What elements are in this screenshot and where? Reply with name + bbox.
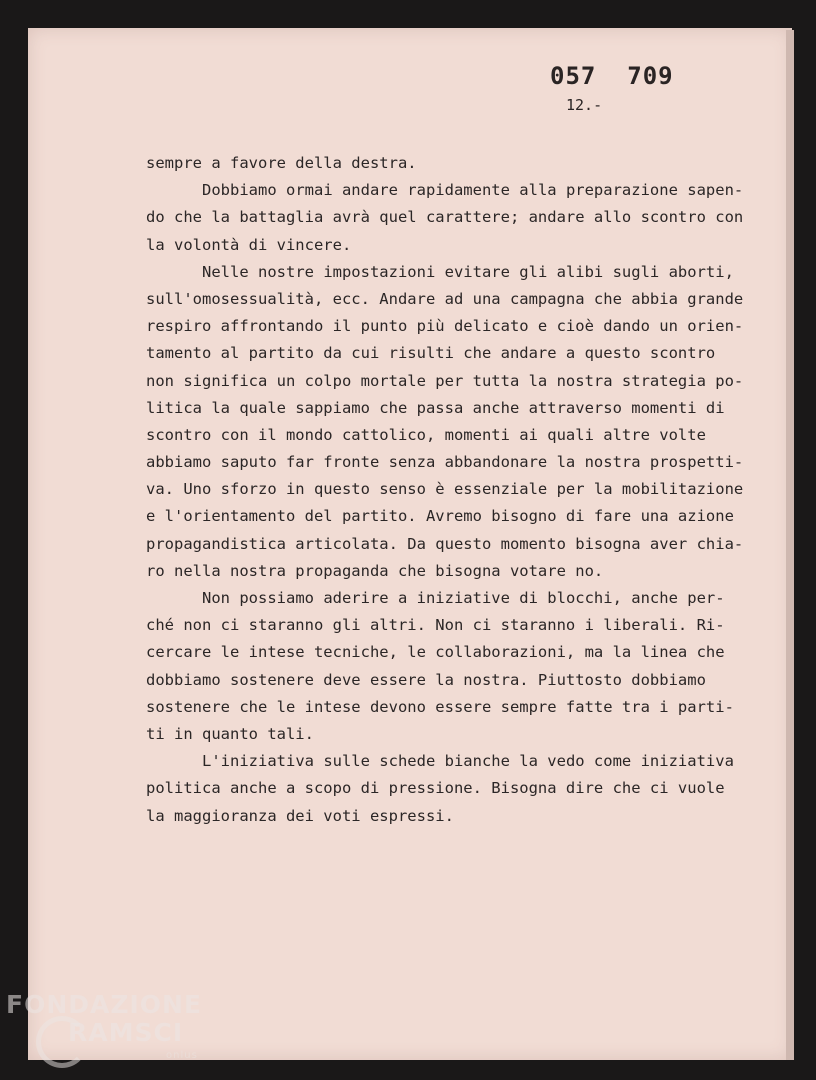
text-line: sostenere che le intese devono essere sempre fatte tra i parti- [146,697,734,716]
text-line: la maggioranza dei voti espressi. [146,806,454,825]
page-edge [786,30,794,1060]
watermark-line2: RAMSCI [68,1018,184,1047]
text-line: Nelle nostre impostazioni evitare gli alibi sugli aborti, [202,262,734,281]
text-line: scontro con il mondo cattolico, momenti ai quali altre volte [146,425,706,444]
text-line: la volontà di vincere. [146,235,352,254]
archive-number: 057 709 [550,62,674,90]
text-line: ché non ci staranno gli altri. Non ci staranno i liberali. Ri- [146,616,725,635]
text-line: respiro affrontando il punto più delicato e cioè dando un orien- [146,317,744,336]
text-line: ro nella nostra propaganda che bisogna votare no. [146,561,604,580]
text-line: L'iniziativa sulle schede bianche la vedo come iniziativa [202,752,734,771]
text-line: sempre a favore della destra. [146,154,417,172]
watermark-suffix: onlus [166,1050,198,1061]
text-line: sull'omosessualità, ecc. Andare ad una campagna che abbia grande [146,289,744,308]
text-line: politica anche a scopo di pressione. Bisogna dire che ci vuole [146,779,725,798]
text-line: cercare le intese tecniche, le collaborazioni, ma la linea che [146,643,725,662]
watermark-logo [6,990,203,1061]
text-line: abbiamo saputo far fronte senza abbandonare la nostra prospetti- [146,453,744,472]
text-line: dobbiamo sostenere deve essere la nostra. Piuttosto dobbiamo [146,670,706,689]
text-line: do che la battaglia avrà quel carattere; andare allo scontro con [146,208,744,227]
text-line: propagandistica articolata. Da questo momento bisogna aver chia- [146,534,744,553]
text-line: va. Uno sforzo in questo senso è essenziale per la mobilitazione [146,480,744,499]
text-line: litica la quale sappiamo che passa anche attraverso momenti di [146,398,725,417]
watermark-line1: FONDAZIONE [6,990,203,1019]
text-line: Non possiamo aderire a iniziative di blocchi, anche per- [202,589,725,607]
text-line: tamento al partito da cui risulti che andare a questo scontro [146,344,716,363]
body-text [146,150,766,830]
text-line: Dobbiamo ormai andare rapidamente alla preparazione sapen- [202,181,744,200]
page-number: 12.- [566,96,603,114]
text-line: non significa un colpo mortale per tutta la nostra strategia po- [146,371,744,390]
text-line: e l'orientamento del partito. Avremo bisogno di fare una azione [146,507,734,526]
text-line: ti in quanto tali. [146,724,314,743]
